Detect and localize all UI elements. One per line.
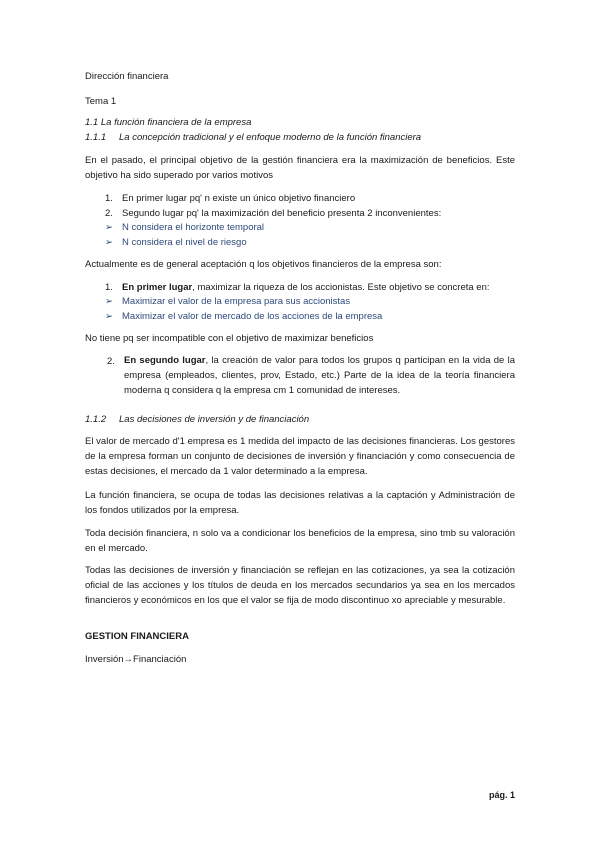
paragraph: Actualmente es de general aceptación q los objetivos financieros de la empresa son: <box>85 259 442 270</box>
document-title: Dirección financiera <box>85 71 169 82</box>
inversion-financiacion-line: Inversión→Financiación <box>85 654 187 665</box>
section-title: Las decisiones de inversión y de financiación <box>119 414 310 425</box>
list-number: 2. <box>105 208 113 219</box>
section-title: La función financiera de la empresa <box>100 117 252 128</box>
bullet-text: N considera el horizonte temporal <box>122 222 265 233</box>
list-item <box>105 193 355 205</box>
bullet-text: Maximizar el valor de la empresa para sus accionistas <box>122 296 351 307</box>
section-number: 1.1.1 <box>85 132 107 143</box>
list-number: 2. <box>107 356 115 367</box>
paragraph: No tiene pq ser incompatible con el objetivo de maximizar beneficios <box>85 333 374 344</box>
bullet-item <box>105 222 264 234</box>
section-heading-1-1-2 <box>85 414 309 426</box>
arrow-bullet-icon: ➢ <box>105 296 113 307</box>
paragraph: El valor de mercado d'1 empresa es 1 medida del impacto de las decisiones financieras. Los gestores de la empresa forman un conjunto de decisiones de inversión y financiación y como consecuencia de estas decisiones, el mercado da 1 valor determinado a la empresa. <box>85 436 515 477</box>
arrow-bullet-icon: ➢ <box>105 237 113 248</box>
gestion-financiera-heading: GESTION FINANCIERA <box>85 631 189 642</box>
bullet-text: N considera el nivel de riesgo <box>122 237 247 248</box>
arrow-bullet-icon: ➢ <box>105 222 113 233</box>
bullet-item <box>105 311 382 323</box>
list-text: , maximizar la riqueza de los accionistas. Este objetivo se concreta en: <box>192 282 490 293</box>
section-title: La concepción tradicional y el enfoque moderno de la función financiera <box>119 132 422 143</box>
list-item <box>105 208 441 220</box>
tema-label: Tema 1 <box>85 96 117 107</box>
list-text: Segundo lugar pq' la maximización del beneficio presenta 2 inconvenientes: <box>122 208 442 219</box>
list-item <box>124 353 515 398</box>
list-lead-bold: En primer lugar <box>122 282 193 293</box>
list-number: 1. <box>105 193 113 204</box>
list-number: 1. <box>105 282 113 293</box>
page-number: pág. 1 <box>489 790 516 800</box>
paragraph: Toda decisión financiera, n solo va a condicionar los beneficios de la empresa, sino tmb su valoración en el mercado. <box>85 528 515 554</box>
paragraph: Todas las decisiones de inversión y financiación se reflejan en las cotizaciones, ya sea la cotización oficial de las acciones y los títulos de deuda en los mercados secundarios ya sea en los mercados financieros y económicos en los que el valor se fija de modo discontinuo xo apreciable y mesurable. <box>85 565 515 606</box>
section-heading-1-1 <box>85 117 251 129</box>
bullet-text: Maximizar el valor de mercado de los acciones de la empresa <box>122 311 383 322</box>
bullet-item <box>105 237 247 249</box>
paragraph: La función financiera, se ocupa de todas las decisiones relativas a la captación y Administración de los fondos utilizados por la empresa. <box>85 490 515 516</box>
list-lead-bold: En segundo lugar <box>124 355 206 366</box>
section-heading-1-1-1 <box>85 132 421 144</box>
section-number: 1.1.2 <box>85 414 107 425</box>
arrow-bullet-icon: ➢ <box>105 311 113 322</box>
section-number: 1.1 <box>85 117 99 128</box>
paragraph: En el pasado, el principal objetivo de la gestión financiera era la maximización de beneficios. Este objetivo ha sido superado por varios motivos <box>85 155 515 181</box>
list-text: En primer lugar pq' n existe un único objetivo financiero <box>122 193 356 204</box>
bullet-item <box>105 296 350 308</box>
list-text: , la creación de valor para todos los grupos q participan en la vida de la empresa (empleados, clientes, prov, Estado, etc.) Parte de la idea de la teoría financiera moderna q considera q la empresa cm 1 comunidad de intereses. <box>124 355 515 396</box>
list-item <box>105 282 490 294</box>
